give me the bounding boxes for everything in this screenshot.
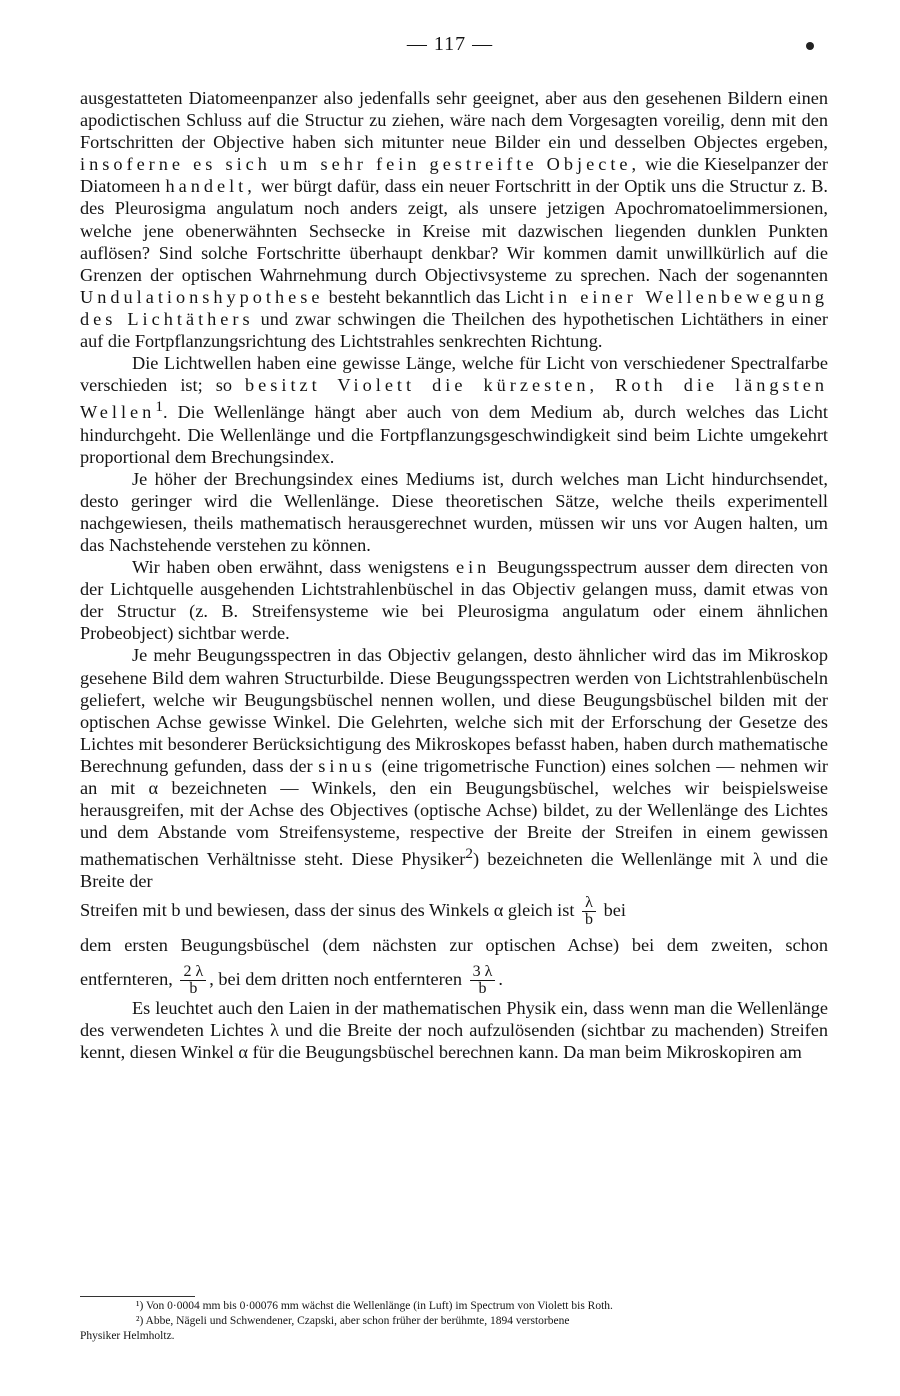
fraction-three-lambda-over-b (470, 964, 496, 997)
text-run: wie die Kieselpanzer der Diatomeen (80, 154, 828, 197)
footnote-rule (80, 1296, 195, 1297)
paragraph: Je mehr Beugungsspectren in das Objectiv gelangen, desto ähnlicher wird das im Mikroskop gesehene Bild dem wahren Structurbilde. Diese Beugungsspectren werden von Lichtstrahlenbüscheln geliefert, welche wir Beugungsbüschel nennen wollen, und diese Beugungsbüschel bilden mit der optischen Achse gewisse Winkel. Die Gelehrten, welche sich mit der Erforschung der Gesetze des Lichtes mit besonderer Berücksichtigung des Mikroskopes befasst haben, haben durch mathematische Berechnung gefunden, dass der sinus (eine trigometrische Function) eines solchen — nehmen wir an mit α bezeichneten — Winkels, den ein Beugungsbüschel, welches wir beispielsweise herausgreifen, mit der Achse des Objectives (optische Achse) bildet, zu der Wellenlänge des Lichtes und dem Abstande vom Streifensysteme, respective der Breite der Streifen in einem gewissen mathematischen Verhältnisse steht. Diese Physiker$^2$) bezeichneten die Wellenlänge mit λ und die Breite der (80, 645, 828, 892)
fraction-numerator: 2 λ (180, 964, 206, 981)
paragraph: Je höher der Brechungsindex eines Mediums ist, durch welches man Licht hindurchsendet, desto geringer wird die Wellenlänge. Diese theoretischen Sätze, welche theils experimentell nachgewiesen, theils mathematisch herausgerechnet wurden, müssen wir uns vor Augen halten, um das Nachstehende verstehen zu können. (80, 468, 828, 555)
spaced-text: sinus (318, 755, 376, 776)
body-text (80, 87, 828, 1063)
text-run: besteht bekanntlich das Licht (328, 286, 544, 307)
paragraph: Es leuchtet auch den Laien in der mathematischen Physik ein, dass wenn man die Wellenlänge des verwendeten Lichtes λ und die Breite der noch aufzulösenden (sichtbar zu machenden) Streifen kennt, diesen Winkel α für die Beugungsbüschel berechnen kann. Da man beim Mikroskopiren am (80, 998, 828, 1063)
text-run: dem ersten Beugungsbüschel (dem nächsten zur optischen Achse) bei dem zweiten, schon entfernteren, (80, 934, 828, 989)
spaced-text: Undulationshypothese (80, 286, 324, 307)
footnote-ref: 2 (465, 845, 474, 863)
footnote-continuation: Physiker Helmholtz. (80, 1330, 175, 1342)
spaced-text: ein (455, 557, 491, 578)
ink-speck (806, 42, 814, 50)
footnote: ¹) Von 0·0004 mm bis 0·00076 mm wächst die Wellenlänge (in Luft) im Spectrum von Violett bis Roth. (136, 1300, 613, 1312)
text-run: Beugungsspectrum ausser dem directen von der Lichtquelle ausgehenden Lichtstrahlenbüschel in das Objectiv gelangen muss, damit etwas von der Structur (z. B. Streifensysteme wie bei Pleurosigma angulatum oder einem ähnlichen Probeobject) sichtbar werde. (80, 557, 828, 644)
text-run: Die Lichtwellen haben eine gewisse Länge, welche für Licht von verschiedener Spectralfarbe verschieden ist; so (80, 353, 828, 396)
footnotes (80, 1299, 840, 1344)
footnote: ²) Abbe, Nägeli und Schwendener, Czapski, aber schon früher der berühmte, 1894 verstorbene (136, 1315, 570, 1327)
text-run: ausgestatteten Diatomeenpanzer also jedenfalls sehr geeignet, aber aus den gesehenen Bildern einen apodictischen Schluss auf die Structur zu ziehen, wäre nach dem Vorgesagten voreilig, denn mit den Fortschritten der Objective haben sich mitunter neue Bilder ein und desselben Objectes ergeben, (80, 88, 828, 153)
paragraph (80, 556, 828, 644)
text-run: wer bürgt dafür, dass ein neuer Fortschritt in der Optik uns die Structur z. B. des Pleurosigma angulatum noch anders zeigt, als unsere jetzigen Apochromatoelimmersionen, welche jene obenerwähnten Sechsecke in Kreise mit dazwischen liegenden dunklen Punkten auflösen? Sind solche Fortschritte überhaupt denkbar? Wir kommen damit unwillkürlich auf die Grenzen der optischen Wahrnehmung durch Objectivsysteme zu sprechen. Nach der sogenannten (80, 176, 828, 285)
paragraph (80, 352, 828, 468)
footnote-ref: 1 (155, 398, 163, 416)
text-run: Je mehr Beugungsspectren in das Objectiv gelangen, desto ähnlicher wird das im Mikroskop gesehene Bild dem wahren Structurbilde. Diese Beugungsspectren werden von Lichtstrahlenbüscheln geliefert, welche wir Beugungsbüschel nennen wollen, und diese Beugungsbüschel bilden mit der optischen Achse gewisse Winkel. Die Gelehrten, welche sich mit der Erforschung der Gesetze des Lichtes mit besonderer Berücksichtigung des Mikroskopes befasst haben, haben durch mathematische Berechnung gefunden, dass der (80, 645, 828, 776)
fraction-lambda-over-b (582, 895, 596, 928)
spaced-text: in einer Wellenbewegung des Lichtäthers (80, 286, 828, 329)
text-run: . (498, 968, 503, 989)
spaced-text: handelt, (165, 176, 256, 197)
fraction-denominator: b (584, 910, 593, 928)
text-run: . Die Wellenlänge hängt aber auch von dem Medium ab, durch welches das Licht hindurchgeht. Die Wellenlänge und die Fortpflanzungsgeschwindigkeit sind beim Lichte umgekehrt proportional dem Brechungsindex. (80, 402, 828, 467)
text-run: und zwar schwingen die Theilchen des hypothetischen Lichtäthers in einer auf die Fortpflanzungsrichtung des Lichtstrahles senkrechten Richtung. (80, 308, 829, 352)
fraction-numerator: λ (582, 895, 596, 912)
paragraph (80, 87, 828, 352)
page-number: — 117 — (406, 33, 494, 55)
text-run: Wir haben oben erwähnt, dass wenigstens (132, 557, 450, 578)
spaced-text: besitzt Violett die kürzesten, Roth die längsten Wellen (80, 375, 828, 423)
text-run: , bei dem dritten noch entfernteren (209, 968, 463, 989)
text-run: bei (603, 899, 626, 920)
spaced-text: insoferne es sich um sehr fein gestreifte Objecte, (80, 154, 641, 175)
text-run: Streifen mit b und bewiesen, dass der sinus des Winkels α gleich ist (80, 899, 575, 920)
paragraph (80, 893, 828, 928)
fraction-two-lambda-over-b (180, 964, 206, 997)
text-run: (eine trigometrische Function) eines solchen — nehmen wir an mit α bezeichneten — Winkels, den ein Beugungsbüschel, welches wir beispielsweise herausgreifen, mit der Achse des Objectives (optische Achse) bildet, zu der Wellenlänge des Lichtes und dem Abstande vom Streifensysteme, respective der Breite der Streifen in einem gewissen mathematischen Verhältnisse steht. Diese Physiker (80, 755, 828, 870)
text-run: bezeichneten die Wellenlänge mit λ und die Breite der (80, 849, 828, 892)
paragraph (80, 928, 828, 997)
fraction-numerator: 3 λ (470, 964, 496, 981)
fraction-denominator: b (478, 980, 487, 998)
fraction-denominator: b (189, 980, 198, 998)
